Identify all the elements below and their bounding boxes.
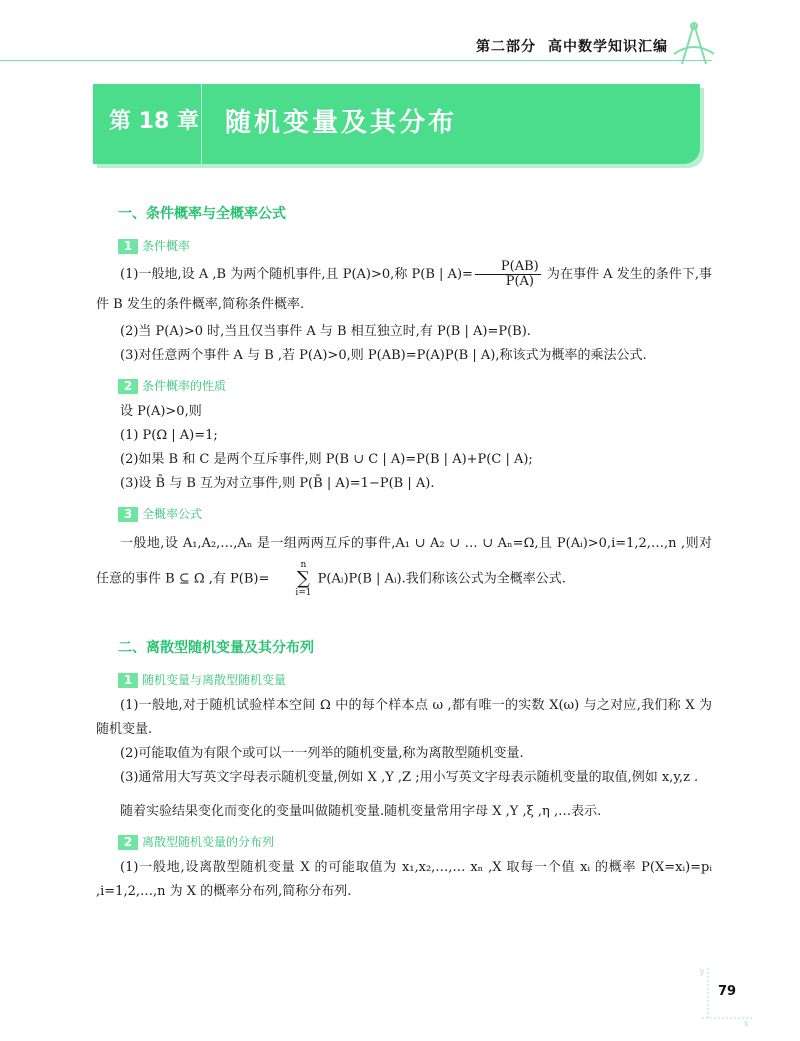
section-title: 一、条件概率与全概率公式 [118,206,286,222]
header-title [476,36,680,56]
fraction-denominator: P(A) [505,274,534,289]
subsection-number: 3 [118,507,138,522]
subsection-heading [118,668,712,692]
paragraph: (2)可能取值为有限个或可以一一列举的随机变量,称为离散型随机变量. [120,746,524,761]
paragraph [96,528,712,598]
subsection-heading [118,374,712,398]
sum-upper: n [300,560,307,570]
sum-lower: i=1 [295,588,312,598]
subsection-number: 2 [118,379,138,394]
paragraph-text: P(Aᵢ)P(B | Aᵢ).我们称该公式为全概率公式. [313,571,566,587]
subsection-title: 条件概率 [142,239,191,253]
paragraph: (1)一般地,设离散型随机变量 X 的可能取值为 x₁,x₂,…,… xₙ ,X 取每一个值 xᵢ 的概率 P(X=xᵢ)=pᵢ ,i=1,2,…,n 为 X 的概率分布列,简称分布列. [96,860,712,899]
banner-divider [201,84,202,164]
axis-y-label: y [700,967,705,976]
compass-icon [670,20,714,70]
axis-x-label: x [744,1019,749,1026]
header-rule [0,60,712,61]
paragraph-text: (1)一般地,设 A ,B 为两个随机事件,且 P(A)>0,称 P(B | A)= [120,267,473,282]
header-book: 高中数学知识汇编 [548,39,668,55]
page-content [96,190,712,904]
header-part: 第二部分 [476,39,536,55]
subsection-title: 随机变量与离散型随机变量 [142,673,287,687]
subsection-title: 全概率公式 [142,507,203,521]
chapter-banner [93,84,700,164]
subsection-heading [118,830,712,854]
paragraph-text: 一般地,设 A₁,A₂,…,Aₙ 是一组两两互斥的事件,A₁ ∪ A₂ ∪ … ∪ Aₙ=Ω,且 P(Aᵢ)>0,i=1,2,…,n ,则对任意的事件 B ⊆ Ω ,有 P(B)= [96,536,712,587]
summation [271,560,311,598]
section-title: 二、离散型随机变量及其分布列 [118,640,314,656]
paragraph: 设 P(A)>0,则 [120,404,202,419]
fraction [475,260,541,289]
paragraph: 随着实验结果变化而变化的变量叫做随机变量.随机变量常用字母 X ,Y ,ξ ,η ,…表示. [120,804,602,819]
subsection-title: 条件概率的性质 [142,379,227,393]
subsection-title: 离散型随机变量的分布列 [142,835,275,849]
paragraph: (1)一般地,对于随机试验样本空间 Ω 中的每个样本点 ω ,都有唯一的实数 X(ω) 与之对应,我们称 X 为随机变量. [96,698,712,737]
paragraph [96,260,712,320]
axis-icon [700,964,756,1026]
subsection-number: 1 [118,239,138,254]
subsection-heading [118,502,712,526]
paragraph: (1) P(Ω | A)=1; [120,428,218,443]
subsection-number: 1 [118,673,138,688]
paragraph-text: 为在事件 A 发生的条件下,事件 B 发生的条件概率,简称条件概率. [96,267,713,312]
chapter-number: 第 18 章 [109,109,199,134]
chapter-title: 随机变量及其分布 [225,108,458,138]
subsection-heading [118,234,712,258]
paragraph: (2)当 P(A)>0 时,当且仅当事件 A 与 B 相互独立时,有 P(B | A)=P(B). [120,324,531,339]
subsection-number: 2 [118,835,138,850]
paragraph: (3)通常用大写英文字母表示随机变量,例如 X ,Y ,Z ;用小写英文字母表示随机变量的取值,例如 x,y,z . [120,770,699,785]
paragraph: (3)设 B̄ 与 B 互为对立事件,则 P(B̄ | A)=1−P(B | A). [120,476,435,491]
paragraph: (2)如果 B 和 C 是两个互斥事件,则 P(B ∪ C | A)=P(B | A)+P(C | A); [120,452,533,467]
sum-sigma: ∑ [297,568,310,589]
page-number: 79 [718,984,737,999]
fraction-numerator: P(AB) [475,260,541,275]
paragraph: (3)对任意两个事件 A 与 B ,若 P(A)>0,则 P(AB)=P(A)P(B | A),称该式为概率的乘法公式. [120,348,647,363]
